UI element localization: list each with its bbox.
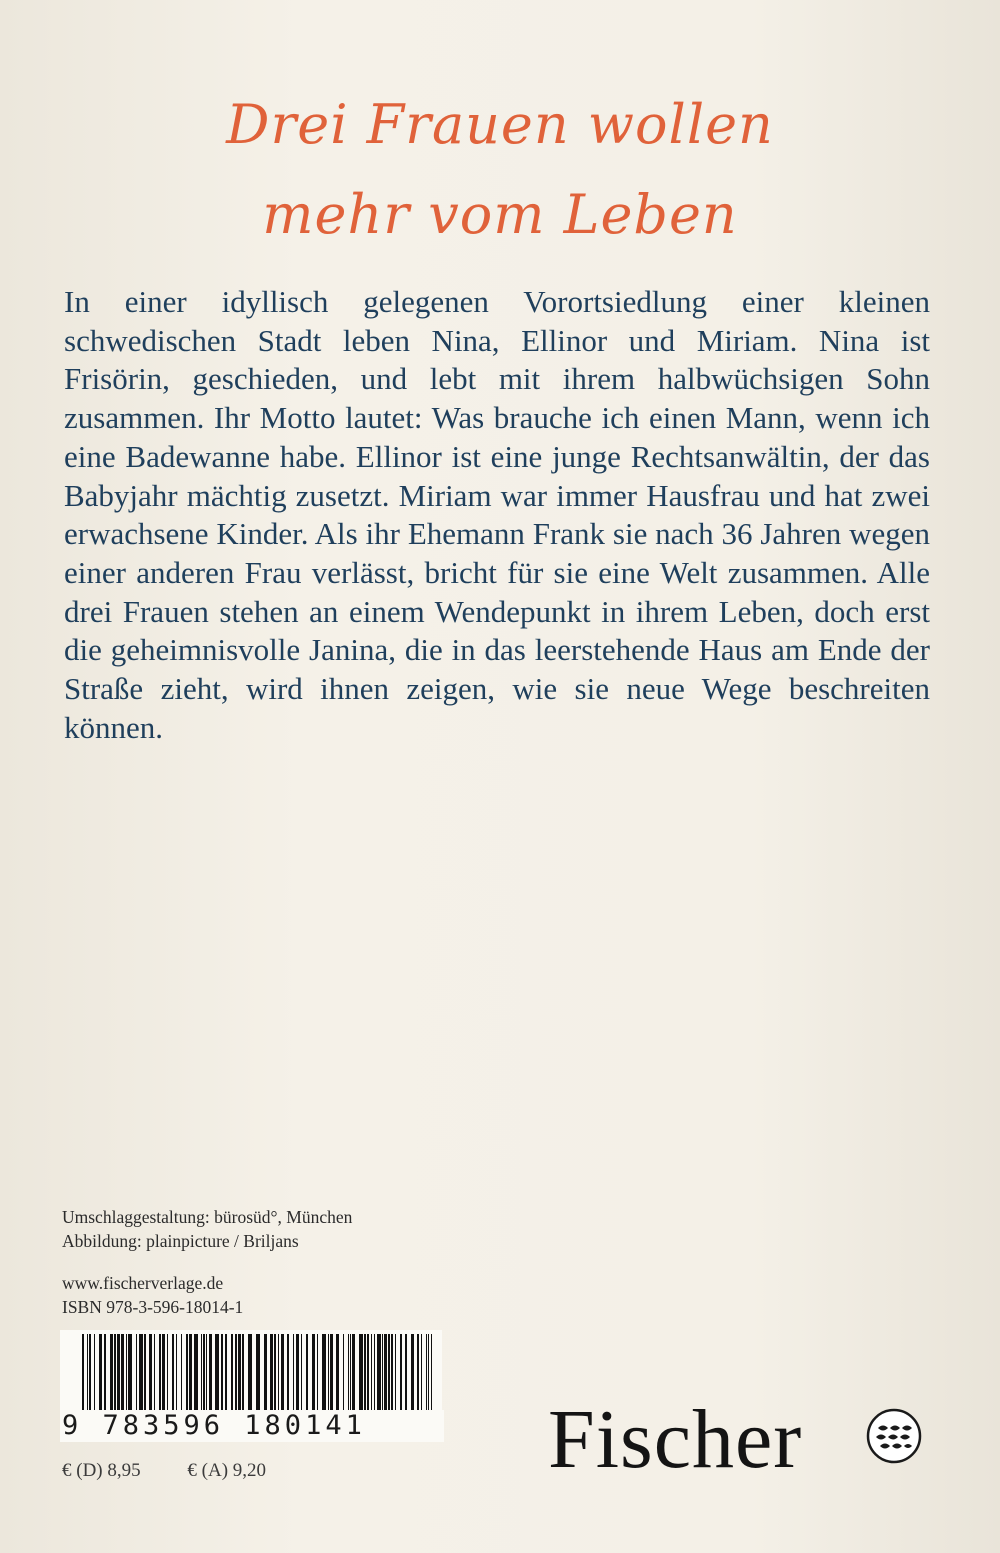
- isbn-number: ISBN 978-3-596-18014-1: [62, 1297, 244, 1317]
- publisher-website: www.fischerverlage.de: [62, 1273, 224, 1293]
- headline-line-2: mehr vom Leben: [262, 183, 738, 246]
- credits-block: [62, 1205, 352, 1319]
- illustration-credit: Abbildung: plainpicture / Briljans: [62, 1231, 299, 1251]
- price-germany: € (D) 8,95: [62, 1460, 141, 1481]
- barcode-bars: [60, 1330, 442, 1414]
- barcode: [60, 1330, 442, 1442]
- fischer-fish-logo-icon: [866, 1408, 922, 1464]
- headline-line-1: Drei Frauen wollen: [226, 93, 774, 156]
- price-austria: € (A) 9,20: [187, 1460, 267, 1481]
- price-list: [62, 1460, 308, 1482]
- publisher-name: Fischer: [548, 1393, 803, 1486]
- headline: [0, 80, 1000, 260]
- cover-design-credit: Umschlaggestaltung: bürosüd°, München: [62, 1207, 353, 1227]
- barcode-digits: 9 783596 180141: [60, 1410, 444, 1442]
- blurb-text: In einer idyllisch gelegenen Vorortsiedlung einer kleinen schwedischen Stadt leben Nina, Ellinor und Miriam. Nina ist Frisörin, geschieden, und lebt mit ihrem halbwüchsigen Sohn zusammen. Ihr Motto lautet: Was brauche ich einen Mann, wenn ich eine Badewanne habe. Ellinor ist eine junge Rechtsanwältin, der das Babyjahr mächtig zusetzt. Miriam war immer Hausfrau und hat zwei erwachsene Kinder. Als ihr Ehemann Frank sie nach 36 Jahren wegen einer anderen Frau verlässt, bricht für sie eine Welt zusammen. Alle drei Frauen stehen an einem Wendepunkt in ihrem Leben, doch erst die geheimnisvolle Janina, die in das leerstehende Haus am Ende der Straße zieht, wird ihnen zeigen, wie sie neue Wege beschreiten können.: [64, 284, 930, 745]
